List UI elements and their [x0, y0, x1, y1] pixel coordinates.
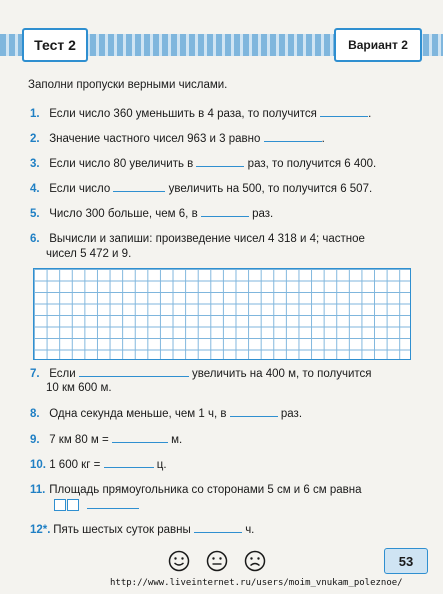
- question-10: [30, 457, 167, 473]
- answer-blank[interactable]: [264, 131, 322, 142]
- sad-face-icon[interactable]: [244, 550, 266, 572]
- answer-blank[interactable]: [230, 406, 278, 417]
- question-text: Если число: [49, 183, 111, 195]
- question-text: Если число 360 уменьшить в 4 раза, то получится: [49, 108, 317, 120]
- question-text: ч.: [245, 524, 255, 536]
- question-text: Пять шестых суток равны: [53, 524, 191, 536]
- question-text: 1 600 кг =: [49, 459, 101, 471]
- question-text: 7 км 80 м =: [49, 434, 109, 446]
- question-text: увеличить на 500, то получится 6 507.: [168, 183, 373, 195]
- answer-blank[interactable]: [196, 156, 244, 167]
- answer-boxes[interactable]: [54, 498, 80, 513]
- question-number: 5.: [30, 208, 40, 220]
- question-6-continued: чисел 5 472 и 9.: [46, 248, 132, 260]
- answer-blank[interactable]: [113, 181, 165, 192]
- neutral-face-icon[interactable]: [206, 550, 228, 572]
- test-label: Тест 2: [22, 28, 88, 62]
- instruction: Заполни пропуски верными числами.: [28, 79, 228, 91]
- question-7-continued: 10 км 600 м.: [46, 382, 112, 394]
- question-text: Если число 80 увеличить в: [49, 158, 194, 170]
- question-text: увеличить на 400 м, то получится: [192, 368, 372, 380]
- question-text: Вычисли и запиши: произведение чисел 4 318 и 4; частное: [49, 233, 365, 245]
- page-number: 53: [384, 548, 428, 574]
- answer-box[interactable]: [54, 499, 66, 511]
- question-3: [30, 156, 376, 172]
- question-11: [30, 483, 362, 498]
- question-12: [30, 522, 254, 538]
- answer-blank[interactable]: [79, 366, 189, 377]
- question-9: [30, 432, 182, 448]
- question-text: раз, то получится 6 400.: [247, 158, 377, 170]
- question-text: Число 300 больше, чем 6, в: [49, 208, 198, 220]
- answer-blank[interactable]: [320, 106, 368, 117]
- question-number: 7.: [30, 368, 40, 380]
- question-number: 8.: [30, 408, 40, 420]
- question-1: [30, 106, 371, 122]
- self-assessment-faces: [168, 550, 266, 572]
- question-2: [30, 131, 325, 147]
- question-number: 11.: [30, 484, 46, 496]
- question-number: 9.: [30, 434, 40, 446]
- answer-blank[interactable]: [87, 498, 139, 509]
- question-7: [30, 366, 372, 382]
- question-number: 1.: [30, 108, 40, 120]
- question-8: [30, 406, 302, 422]
- question-text: раз.: [252, 208, 274, 220]
- happy-face-icon[interactable]: [168, 550, 190, 572]
- answer-grid[interactable]: [33, 268, 411, 360]
- answer-blank[interactable]: [201, 206, 249, 217]
- question-5: [30, 206, 273, 222]
- question-text: м.: [171, 434, 183, 446]
- question-number: 10.: [30, 459, 46, 471]
- question-number: 12*.: [30, 524, 51, 536]
- question-text: Если: [49, 368, 76, 380]
- question-number: 2.: [30, 133, 40, 145]
- question-text: Одна секунда меньше, чем 1 ч, в: [49, 408, 227, 420]
- question-6: [30, 232, 365, 247]
- answer-box[interactable]: [67, 499, 79, 511]
- answer-blank[interactable]: [194, 522, 242, 533]
- question-number: 4.: [30, 183, 40, 195]
- answer-blank[interactable]: [112, 432, 168, 443]
- variant-label: Вариант 2: [334, 28, 422, 62]
- question-text: ц.: [156, 459, 167, 471]
- question-number: 6.: [30, 233, 40, 245]
- question-text: .: [321, 133, 325, 145]
- question-11-answer: [54, 498, 139, 514]
- question-text: Значение частного чисел 963 и 3 равно: [49, 133, 261, 145]
- question-text: раз.: [280, 408, 303, 420]
- footer-url: http://www.liveinternet.ru/users/moim_vnukam_poleznoe/: [110, 578, 403, 588]
- question-text: Площадь прямоугольника со сторонами 5 см и 6 см равна: [49, 484, 362, 496]
- question-text: .: [368, 108, 372, 120]
- question-4: [30, 181, 372, 197]
- answer-blank[interactable]: [104, 457, 154, 468]
- question-number: 3.: [30, 158, 40, 170]
